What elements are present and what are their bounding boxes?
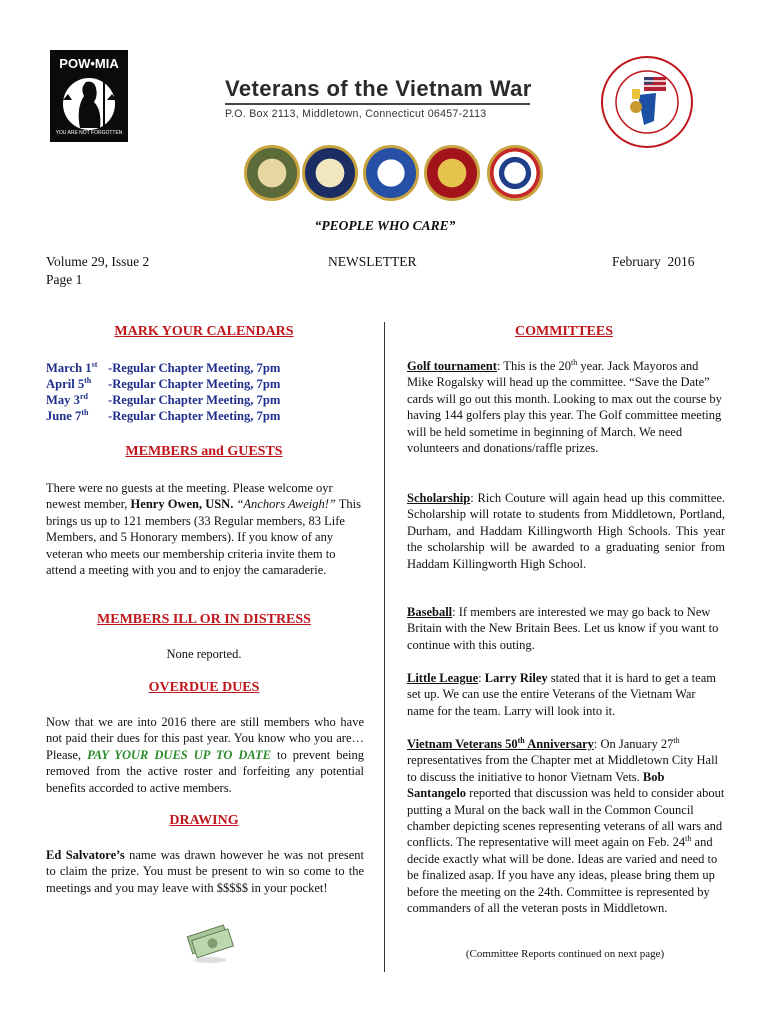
members-quote: “Anchors Aweigh!” [236, 497, 336, 512]
coast-guard-seal-icon [487, 145, 543, 201]
vietnam-veterans-label: Vietnam Veterans 50th Anniversary [407, 735, 594, 751]
army-seal-icon [244, 145, 300, 201]
meeting-item: March 1st -Regular Chapter Meeting, 7pm [46, 359, 281, 375]
meeting-list [46, 360, 366, 424]
air-force-seal-icon [363, 145, 419, 201]
scholarship-label: Scholarship [407, 491, 471, 505]
volume-issue: Volume 29, Issue 2 [46, 254, 150, 269]
scholarship-paragraph: Scholarship: Rich Couture will again head up this committee. Scholarship will rotate to students from Middletown, Portland, Durham, and Haddam Killingworth High Schools. This year the scholarship will be awarded to a graduating senior from Haddam Killingworth High School. [407, 491, 725, 571]
pow-logo-bottom-text: YOU ARE NOT FORGOTTEN [55, 130, 123, 136]
golf-label: Golf tournament [407, 359, 497, 373]
vvw-seal [600, 55, 694, 149]
dues-highlight: PAY YOUR DUES UP TO DATE [87, 747, 272, 762]
drawing-heading: DRAWING [169, 813, 239, 828]
meeting-item: May 3rd -Regular Chapter Meeting, 7pm [46, 391, 281, 407]
baseball-label: Baseball [407, 605, 453, 619]
members-heading: MEMBERS and GUESTS [125, 444, 283, 459]
dues-heading: OVERDUE DUES [148, 680, 260, 695]
drawing-paragraph: Ed Salvatore’s name was drawn however he was not present to claim the prize. You must be present to win so come to the meetings and you may leave with $$$$$ in your pocket! [46, 848, 365, 895]
committees-heading: COMMITTEES [514, 324, 613, 339]
meeting-item: April 5th -Regular Chapter Meeting, 7pm [46, 375, 281, 391]
navy-seal-icon [302, 145, 358, 201]
little-league-label: Little League [407, 671, 479, 685]
larry-riley-name: Larry Riley [484, 671, 548, 685]
baseball-paragraph: Baseball: If members are interested we may go back to New Britain with the New Britain Bees. Let us know if you want to continue with this outing. [407, 605, 719, 652]
page-number: Page 1 [46, 272, 83, 287]
pow-logo-top-text: POW•MIA [59, 56, 119, 71]
money-image [186, 920, 234, 964]
issue-date: February 2016 [612, 254, 695, 269]
org-address: P.O. Box 2113, Middletown, Connecticut 06457-2113 [225, 108, 487, 120]
pow-mia-logo [50, 50, 128, 142]
continued-note: (Committee Reports continued on next page) [465, 948, 665, 960]
vietnam-veterans-paragraph: Vietnam Veterans 50th Anniversary: On January 27th representatives from the Chapter met at Middletown City Hall to discuss the initiative to honor Vietnam Vets. Bob Santangelo reported that discussion was held to consider about putting a Mural on the back wall in the Common Council chamber depicting scenes representing veterans of all wars and conflicts. The representative will meet again on Feb. 24th and decide exactly what will be done. Ideas are varied and need to be finalized asap. If you have any ideas, please bring them up before the meeting on the 24th. Committee is represented by commanders of all the veteran posts in Middletown. [407, 735, 725, 916]
winner-name: Ed Salvatore’s [46, 848, 125, 862]
dues-paragraph: Now that we are into 2016 there are still members who have not paid their dues for this past year. You know who you are…Please, PAY YOUR DUES UP TO DATE to prevent being removed from the active roster and forfeiting any potential benefits accorded to active members. [46, 715, 364, 795]
bob-santangelo-name: Bob Santangelo [407, 769, 665, 801]
marine-corps-seal-icon [424, 145, 480, 201]
newsletter-label: NEWSLETTER [328, 254, 417, 269]
calendar-heading: MARK YOUR CALENDARS [114, 324, 294, 339]
members-paragraph: There were no guests at the meeting. Please welcome oyr newest member, Henry Owen, USN. “Anchors Aweigh!” This brings us up to 121 members (33 Regular members, 83 Life Members, and 5 Honorary members). If you know of any veteran who meets our membership criteria invite them to attend a meeting with you and to enjoy the camaraderie. [46, 481, 362, 578]
meeting-item: June 7th -Regular Chapter Meeting, 7pm [46, 407, 281, 423]
ill-text: None reported. [166, 647, 242, 661]
golf-paragraph: Golf tournament: This is the 20th year. Jack Mayoros and Mike Rogalsky will head up the committee. “Save the Date” cards will go out this month. Looking to max out the course by having 144 golfers play this year. The Golf committee meeting will be held sometime in beginning of March. We need volunteers and donations/raffle prizes. [407, 357, 722, 456]
little-league-paragraph: Little League: Larry Riley stated that it is hard to get a team set up. We can use the entire Veterans of the Vietnam War name for the team. Larry will look into it. [407, 671, 716, 718]
column-divider [384, 322, 385, 972]
title-rule [225, 103, 530, 105]
org-title: Veterans of the Vietnam War [225, 76, 532, 101]
tagline: “PEOPLE WHO CARE” [314, 218, 456, 233]
ill-heading: MEMBERS ILL OR IN DISTRESS [97, 612, 311, 627]
new-member-name: Henry Owen, USN. [130, 497, 234, 512]
